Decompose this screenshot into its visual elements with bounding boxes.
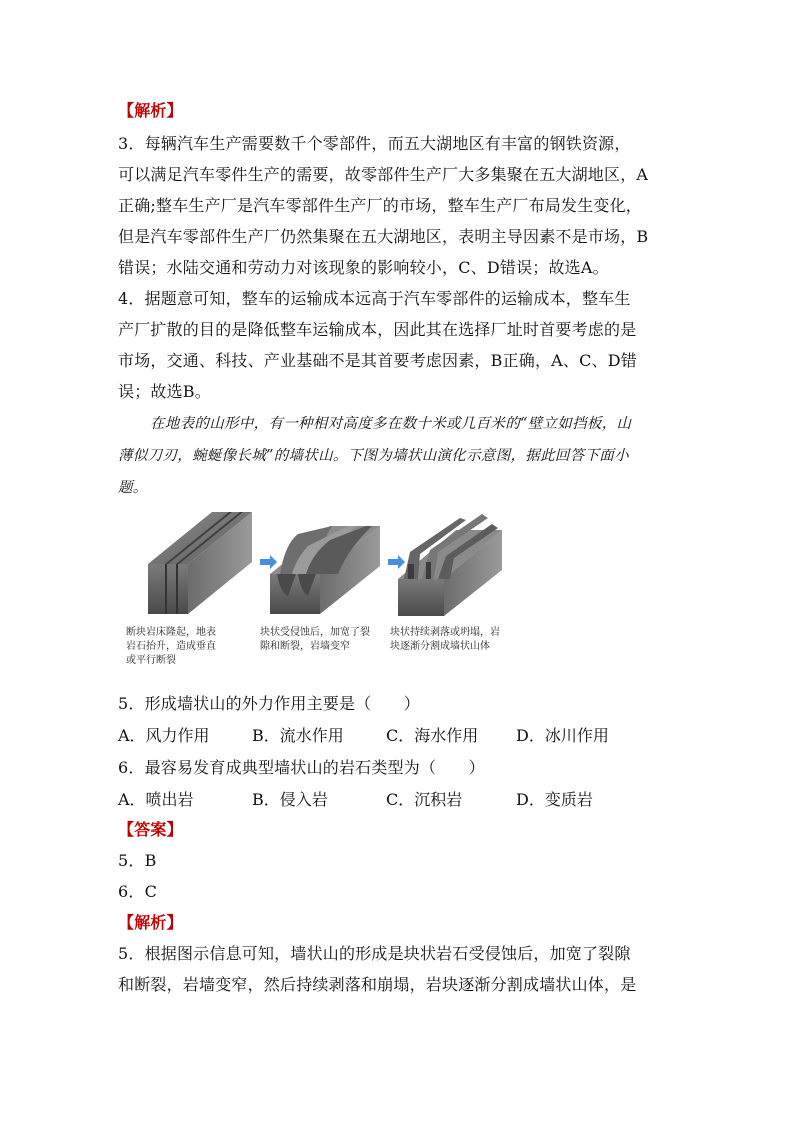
analysis-5-line: 和断裂，岩墙变窄，然后持续剥落和崩塌，岩块逐渐分割成墙状山体，是 xyxy=(118,975,637,994)
answer-heading: 【答案】 xyxy=(118,820,183,839)
question-6-option-b: B．侵入岩 xyxy=(252,790,328,809)
stage1-caption-line: 岩石抬升，造成垂直 xyxy=(126,641,216,652)
analysis-4-line: 产厂扩散的目的是降低整车运输成本，因此其在选择厂址时首要考虑的是 xyxy=(118,320,637,339)
analysis-4-line: 市场，交通、科技、产业基础不是其首要考虑因素，B正确，A、C、D错 xyxy=(118,351,637,370)
intro-line: 在地表的山形中，有一种相对高度多在数十米或几百米的“壁立如挡板，山 xyxy=(150,416,632,432)
stage2-block xyxy=(270,526,380,614)
stage1-caption-line: 或平行断裂 xyxy=(126,655,176,666)
analysis-3-line: 错误；水陆交通和劳动力对该现象的影响较小，C、D错误；故选A。 xyxy=(118,258,609,277)
arrow-right-icon xyxy=(388,555,405,569)
analysis-3-line: 但是汽车零部件生产厂仍然集聚在五大湖地区，表明主导因素不是市场，B xyxy=(118,227,649,246)
stage3-block xyxy=(398,514,502,616)
question-6-option-c: C．沉积岩 xyxy=(386,790,463,809)
analysis-3-line: 可以满足汽车零件生产的需要，故零部件生产厂大多集聚在五大湖地区，A xyxy=(118,165,649,184)
stage1-caption-line: 断块岩床隆起，地表 xyxy=(126,627,216,638)
question-5-option-b: B．流水作用 xyxy=(252,726,344,745)
analysis-heading: 【解析】 xyxy=(118,913,183,932)
intro-line: 题。 xyxy=(118,480,148,496)
question-6-option-a: A．喷出岩 xyxy=(118,790,194,809)
stage2-caption-line: 块状受侵蚀后，加宽了裂 xyxy=(260,627,370,638)
question-5-option-d: D．冰川作用 xyxy=(516,726,609,745)
answer-5: 5．B xyxy=(118,851,157,870)
intro-line: 薄似刀刃，蜿蜒像长城”的墙状山。下图为墙状山演化示意图，据此回答下面小 xyxy=(118,448,629,464)
analysis-heading: 【解析】 xyxy=(118,101,183,120)
stage1-block xyxy=(148,512,252,614)
question-5-stem: 5．形成墙状山的外力作用主要是（ ） xyxy=(118,694,420,713)
analysis-4-line: 4．据题意可知，整车的运输成本远高于汽车零部件的运输成本，整车生 xyxy=(118,289,631,308)
arrow-right-icon xyxy=(260,555,277,569)
question-6-option-d: D．变质岩 xyxy=(516,790,593,809)
question-5-option-c: C．海水作用 xyxy=(386,726,479,745)
wall-mountain-evolution-figure xyxy=(120,504,520,674)
stage2-caption-line: 隙和断裂，岩墙变窄 xyxy=(260,641,350,652)
stage3-caption-line: 块逐渐分割成墙状山体 xyxy=(390,641,490,652)
question-6-stem: 6．最容易发育成典型墙状山的岩石类型为（ ） xyxy=(118,758,485,777)
stage3-caption-line: 块状持续剥落或坍塌，岩 xyxy=(390,627,500,638)
question-5-option-a: A．风力作用 xyxy=(118,726,210,745)
analysis-4-line: 误；故选B。 xyxy=(118,382,211,401)
analysis-5-line: 5．根据图示信息可知，墙状山的形成是块状岩石受侵蚀后，加宽了裂隙 xyxy=(118,944,631,963)
analysis-3-line: 3．每辆汽车生产需要数千个零部件，而五大湖地区有丰富的钢铁资源， xyxy=(118,134,631,153)
answer-6: 6．C xyxy=(118,882,158,901)
analysis-3-line: 正确;整车生产厂是汽车零部件生产厂的市场，整车生产厂布局发生变化， xyxy=(118,196,642,215)
